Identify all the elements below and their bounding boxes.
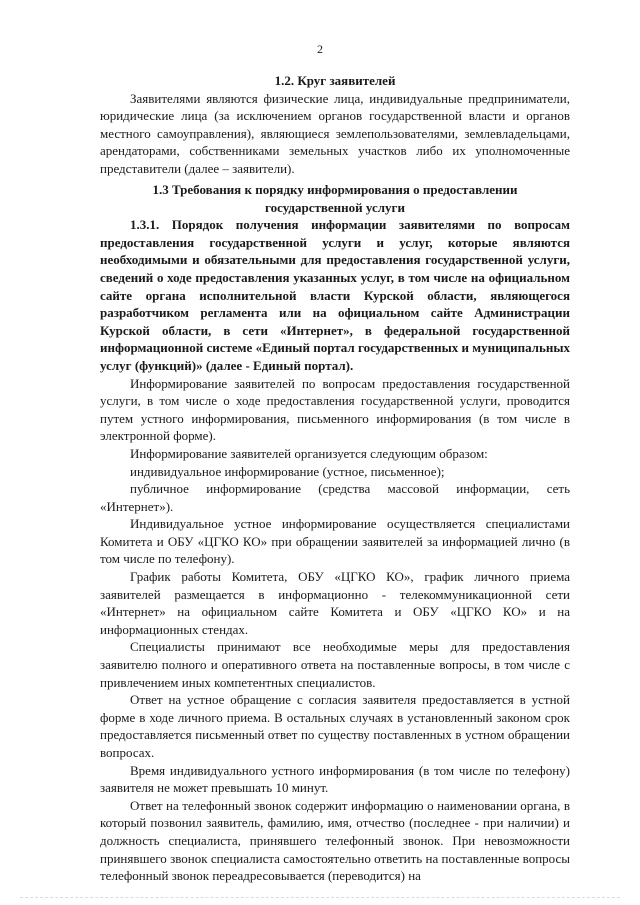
paragraph: Индивидуальное устное информирование осуществляется специалистами Комитета и ОБУ «ЦГКО КО» при обращении заявителей за информацией лично (в том числе по телефону). (100, 516, 570, 567)
section-1-2-heading: 1.2. Круг заявителей (274, 73, 396, 88)
section-1-3-heading-line2: государственной услуги (265, 199, 405, 215)
paragraph: Время индивидуального устного информирования (в том числе по телефону) заявителя не может превышать 10 минут. (100, 762, 570, 796)
page-number: 2 (317, 42, 323, 56)
paragraph: Ответ на телефонный звонок содержит информацию о наименовании органа, в который позвонил заявитель, фамилию, имя, отчество (последнее - при наличии) и должность специалиста, принявшего телефонный звонок. При невозможности принявшего звонок специалиста самостоятельно ответить на поставленные вопросы телефонный звонок переадресовывается (переводится) на (100, 797, 570, 884)
paragraph: Информирование заявителей организуется следующим образом: (130, 445, 488, 461)
paragraph: Информирование заявителей по вопросам предоставления государственной услуги, в том числе о ходе предоставления государственной услуги, проводится путем устного информирования, письменного информирования (в том числе в электронной форме). (100, 375, 570, 444)
scan-artifact-line (20, 897, 620, 901)
paragraph: индивидуальное информирование (устное, письменное); (130, 463, 445, 479)
paragraph-1-3-1: 1.3.1. Порядок получения информации заявителями по вопросам предоставления государственной услуги и услуг, которые являются необходимыми и обязательными для предоставления государственной услуги, сведений о ходе предоставления указанных услуг, в том числе на официальном сайте органа исполнительной власти Курской области, являющегося разработчиком регламента или на официальном сайте Администрации Курской области, в сети «Интернет», в федеральной государственной информационной системе «Единый портал государственных и муниципальных услуг (функций)» (далее - Единый портал). (100, 217, 570, 373)
paragraph: График работы Комитета, ОБУ «ЦГКО КО», график личного приема заявителей размещается в информационно - телекоммуникационной сети «Интернет» на официальном сайте Комитета и ОБУ «ЦГКО КО» и на информационных стендах. (100, 569, 570, 637)
paragraph: публичное информирование (средства массовой информации, сеть «Интернет»). (100, 481, 570, 514)
section-1-3-heading-line1: 1.3 Требования к порядку информирования о предоставлении (152, 182, 518, 197)
paragraph: Ответ на устное обращение с согласия заявителя предоставляется в устной форме в ходе личного приема. В остальных случаях в установленный законом срок предоставляется письменный ответ по существу поставленных в устном обращении вопросах. (100, 692, 570, 760)
section-1-3 (100, 181, 570, 885)
section-1-2-body: Заявителями являются физические лица, индивидуальные предприниматели, юридические лица (за исключением органов государственной власти и органов местного самоуправления), являющиеся землепользователями, землевладельцами, арендаторами, собственниками земельных участков либо их уполномоченные представители (далее – заявители). (100, 90, 570, 176)
section-1-2 (100, 72, 570, 178)
paragraph: Специалисты принимают все необходимые меры для предоставления заявителю полного и оперативного ответа на поставленные вопросы, в том числе с привлечением иных компетентных специалистов. (100, 639, 570, 690)
